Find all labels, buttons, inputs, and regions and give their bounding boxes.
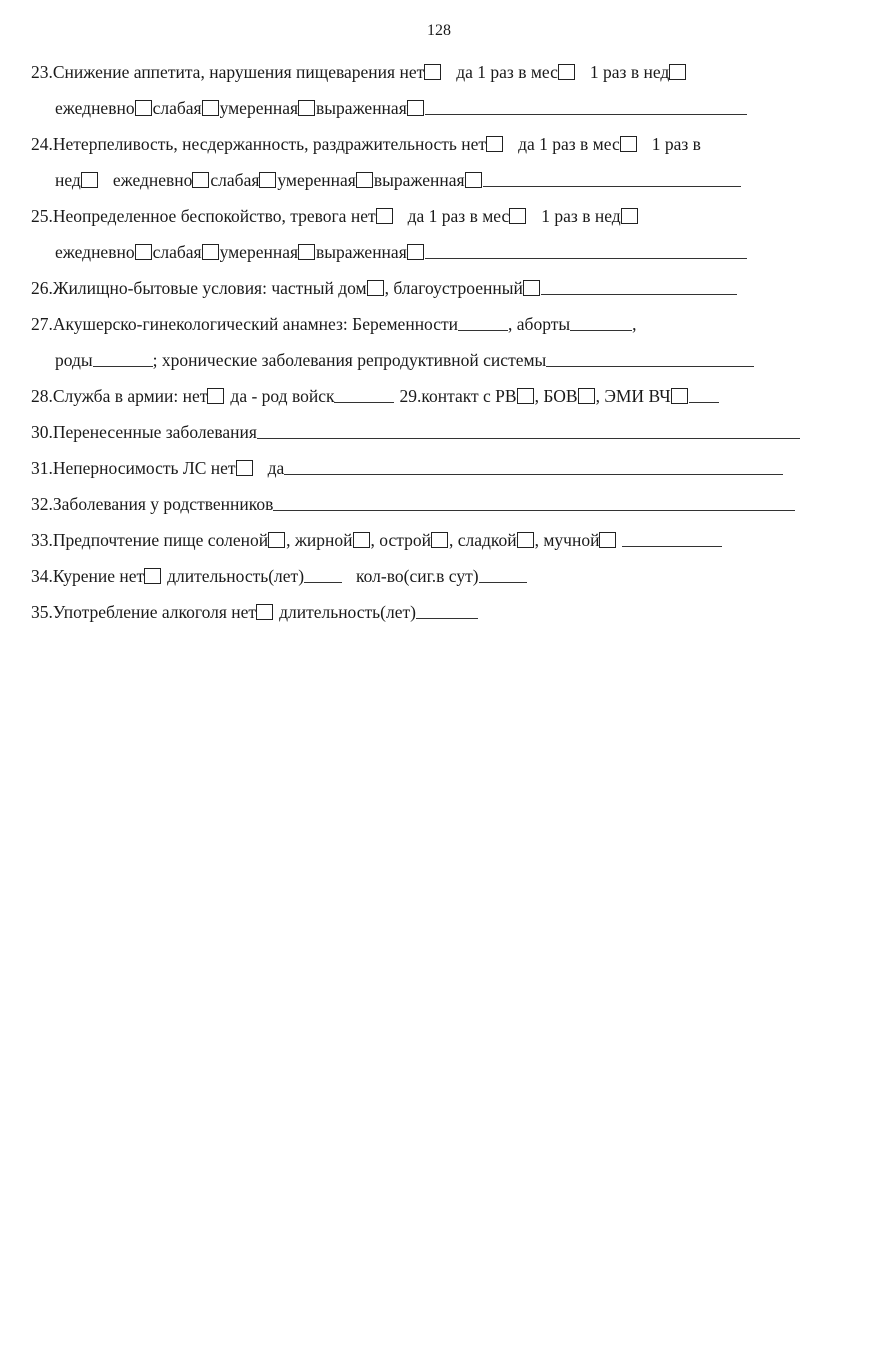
answer-line[interactable] <box>284 456 783 475</box>
field-label: длительность(лет) <box>279 602 416 622</box>
field-label: 1 раз в <box>651 134 701 154</box>
form-row-r33 <box>31 526 849 562</box>
field-label: да <box>267 458 285 478</box>
blank-input-line[interactable] <box>570 312 632 331</box>
field-label: 26.Жилищно-бытовые условия: частный дом <box>31 278 367 298</box>
checkbox[interactable] <box>599 532 616 548</box>
field-label: 30.Перенесенные заболевания <box>31 422 257 442</box>
blank-input-line[interactable] <box>334 384 394 403</box>
field-label: , БОВ <box>534 386 578 406</box>
field-label: 29.контакт с РВ <box>399 386 517 406</box>
field-label: умеренная <box>277 170 356 190</box>
checkbox[interactable] <box>431 532 448 548</box>
checkbox[interactable] <box>558 64 575 80</box>
field-label: , сладкой <box>448 530 517 550</box>
answer-line[interactable] <box>689 384 719 403</box>
field-label: да 1 раз в мес <box>456 62 558 82</box>
field-label: 31.Неперносимость ЛС нет <box>31 458 236 478</box>
field-label: , мучной <box>534 530 600 550</box>
form-row-r27a <box>31 310 849 346</box>
checkbox[interactable] <box>256 604 273 620</box>
checkbox[interactable] <box>517 388 534 404</box>
form-row-r24a <box>31 130 849 166</box>
checkbox[interactable] <box>298 100 315 116</box>
checkbox[interactable] <box>376 208 393 224</box>
questionnaire-form <box>31 58 849 634</box>
checkbox[interactable] <box>407 100 424 116</box>
checkbox[interactable] <box>268 532 285 548</box>
field-label: ежедневно <box>112 170 193 190</box>
checkbox[interactable] <box>202 100 219 116</box>
answer-line[interactable] <box>546 348 754 367</box>
form-row-r25a <box>31 202 849 238</box>
form-row-r23a <box>31 58 849 94</box>
checkbox[interactable] <box>621 208 638 224</box>
form-row-r32 <box>31 490 849 526</box>
field-label: 27.Акушерско-гинекологический анамнез: Беременности <box>31 314 459 334</box>
field-label: 28.Служба в армии: нет <box>31 386 208 406</box>
field-label: , ЭМИ ВЧ <box>595 386 671 406</box>
blank-input-line[interactable] <box>93 348 153 367</box>
blank-input-line[interactable] <box>304 564 342 583</box>
checkbox[interactable] <box>202 244 219 260</box>
checkbox[interactable] <box>509 208 526 224</box>
checkbox[interactable] <box>620 136 637 152</box>
checkbox[interactable] <box>298 244 315 260</box>
answer-line[interactable] <box>622 528 722 547</box>
checkbox[interactable] <box>578 388 595 404</box>
form-row-r30 <box>31 418 849 454</box>
field-label: 25.Неопределенное беспокойство, тревога нет <box>31 206 376 226</box>
answer-line[interactable] <box>257 420 800 439</box>
checkbox[interactable] <box>367 280 384 296</box>
checkbox[interactable] <box>517 532 534 548</box>
field-label: слабая <box>210 170 260 190</box>
field-label: 34.Курение нет <box>31 566 145 586</box>
checkbox[interactable] <box>192 172 209 188</box>
field-label: да 1 раз в мес <box>518 134 620 154</box>
checkbox[interactable] <box>207 388 224 404</box>
checkbox[interactable] <box>486 136 503 152</box>
field-label: выраженная <box>316 242 407 262</box>
field-label: , острой <box>370 530 431 550</box>
blank-input-line[interactable] <box>416 600 478 619</box>
form-row-r23b <box>31 94 849 130</box>
checkbox[interactable] <box>135 244 152 260</box>
field-label: длительность(лет) <box>167 566 305 586</box>
form-row-r28 <box>31 382 849 418</box>
field-label: 1 раз в нед <box>541 206 621 226</box>
field-label: 32.Заболевания у родственников <box>31 494 274 514</box>
field-label: , <box>632 314 637 334</box>
blank-input-line[interactable] <box>479 564 527 583</box>
field-label: да 1 раз в мес <box>407 206 510 226</box>
form-row-r26 <box>31 274 849 310</box>
checkbox[interactable] <box>259 172 276 188</box>
checkbox[interactable] <box>353 532 370 548</box>
field-label: выраженная <box>316 98 407 118</box>
field-label: ежедневно <box>55 98 135 118</box>
checkbox[interactable] <box>81 172 98 188</box>
page-number: 128 <box>427 22 451 39</box>
checkbox[interactable] <box>669 64 686 80</box>
field-label: слабая <box>152 242 202 262</box>
field-label: 35.Употребление алкоголя нет <box>31 602 257 622</box>
form-row-r25b <box>31 238 849 274</box>
checkbox[interactable] <box>356 172 373 188</box>
field-label: , жирной <box>286 530 353 550</box>
field-label: умеренная <box>219 98 299 118</box>
checkbox[interactable] <box>144 568 161 584</box>
field-label: умеренная <box>219 242 299 262</box>
answer-line[interactable] <box>425 240 747 259</box>
field-label: 1 раз в нед <box>589 62 670 82</box>
field-label: слабая <box>152 98 202 118</box>
field-label: нед <box>55 170 81 190</box>
answer-line[interactable] <box>483 168 741 187</box>
field-label: ; хронические заболевания репродуктивной системы <box>152 350 547 370</box>
field-label: выраженная <box>373 170 465 190</box>
checkbox[interactable] <box>465 172 482 188</box>
field-label: 23.Снижение аппетита, нарушения пищеварения нет <box>31 62 425 82</box>
form-row-r31 <box>31 454 849 490</box>
field-label: 24.Нетерпеливость, несдержанность, раздражительность нет <box>31 134 487 154</box>
field-label: да - род войск <box>230 386 335 406</box>
field-label: 33.Предпочтение пище соленой <box>31 530 269 550</box>
answer-line[interactable] <box>541 276 737 295</box>
answer-line[interactable] <box>425 96 747 115</box>
checkbox[interactable] <box>135 100 152 116</box>
field-label: ежедневно <box>55 242 135 262</box>
checkbox[interactable] <box>523 280 540 296</box>
form-row-r34 <box>31 562 849 598</box>
form-row-r35 <box>31 598 849 634</box>
checkbox[interactable] <box>407 244 424 260</box>
form-row-r27b <box>31 346 849 382</box>
answer-line[interactable] <box>273 492 795 511</box>
form-row-r24b <box>31 166 849 202</box>
field-label: кол-во(сиг.в сут) <box>356 566 479 586</box>
checkbox[interactable] <box>236 460 253 476</box>
checkbox[interactable] <box>671 388 688 404</box>
blank-input-line[interactable] <box>458 312 508 331</box>
checkbox[interactable] <box>424 64 441 80</box>
field-label: , благоустроенный <box>384 278 523 298</box>
field-label: роды <box>55 350 93 370</box>
field-label: , аборты <box>508 314 571 334</box>
